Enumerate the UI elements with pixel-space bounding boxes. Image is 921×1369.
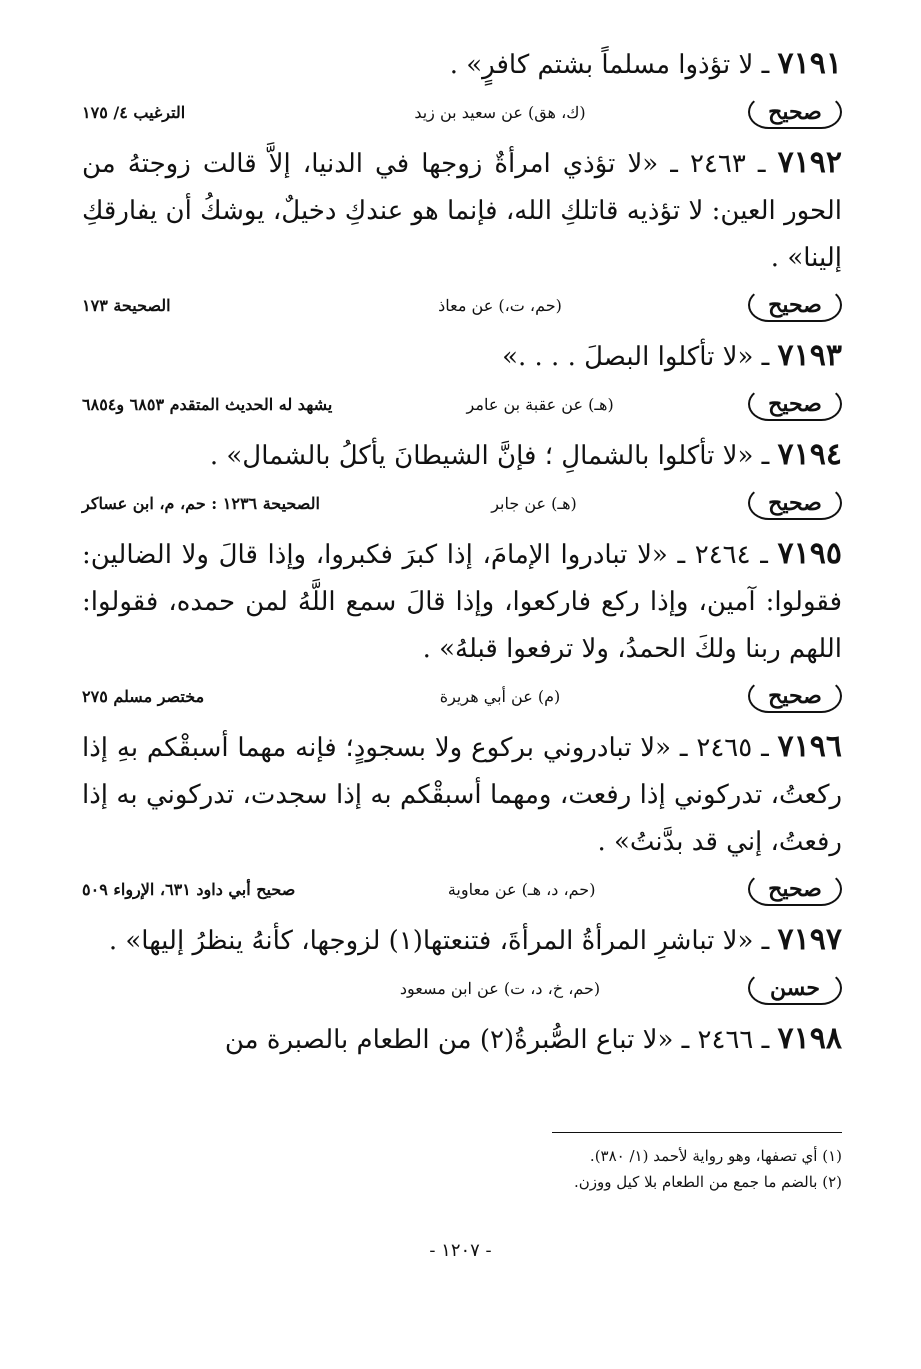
hadith-number: ٧١٩٦ [777, 729, 842, 764]
hadith-source: (هـ) عن جابر [491, 493, 577, 513]
hadith-reference: مختصر مسلم ٢٧٥ [82, 686, 205, 706]
hadith-page [82, 40, 842, 1064]
hadith-number: ٧١٩٨ [777, 1021, 842, 1056]
hadith-entry [82, 723, 842, 866]
hadith-number: ٧١٩٥ [777, 536, 842, 571]
hadith-reference: الصحيحة ١٢٣٦ : حم، م، ابن عساكر [82, 493, 320, 513]
grade-badge: حسن [748, 971, 842, 1005]
hadith-source: (ك، هق) عن سعيد بن زيد [414, 102, 586, 122]
grade-badge: صحيح [748, 486, 842, 520]
hadith-entry [82, 1015, 842, 1064]
hadith-meta [82, 482, 842, 524]
hadith-entry [82, 139, 842, 282]
grade-badge: صحيح [748, 679, 842, 713]
hadith-source: (هـ) عن عقبة بن عامر [466, 394, 614, 414]
hadith-reference: يشهد له الحديث المتقدم ٦٨٥٣ و٦٨٥٤ [82, 394, 333, 414]
hadith-entry [82, 431, 842, 480]
hadith-reference: صحيح أبي داود ٦٣١، الإرواء ٥٠٩ [82, 879, 296, 899]
grade-badge: صحيح [748, 872, 842, 906]
hadith-text: ـ ٢٤٦٥ ـ «لا تبادروني بركوع ولا بسجودٍ؛ فإنه مهما أسبقْكم بهِ إذا ركعتُ، تدركوني إذا رفعت، ومهما أسبقْكم به إذا سجدت، تدركوني به إذا رفعتُ، إني قد بدَّنتُ» . [82, 733, 842, 857]
hadith-source: (حم، ت،) عن معاذ [438, 295, 562, 315]
hadith-entry [82, 40, 842, 89]
hadith-source: (حم، د، هـ) عن معاوية [447, 879, 596, 899]
footnotes [82, 1132, 842, 1195]
footnote-divider [552, 1132, 842, 1133]
hadith-source: (م) عن أبي هريرة [439, 686, 561, 706]
grade-badge: صحيح [748, 95, 842, 129]
hadith-entry [82, 916, 842, 965]
hadith-text: ـ لا تؤذوا مسلماً بشتم كافرٍ» . [449, 50, 770, 80]
hadith-entry [82, 332, 842, 381]
hadith-text: ـ «لا تأكلوا بالشمالِ ؛ فإنَّ الشيطانَ يأكلُ بالشمال» . [209, 441, 770, 471]
hadith-meta [82, 284, 842, 326]
page-number: - ١٢٠٧ - [429, 1240, 492, 1261]
hadith-meta [82, 91, 842, 133]
hadith-number: ٧١٩٢ [777, 145, 843, 180]
hadith-number: ٧١٩١ [777, 46, 842, 81]
hadith-text: ـ «لا تأكلوا البصلَ . . . .» [502, 342, 770, 372]
hadith-text: ـ ٢٤٦٦ ـ «لا تباع الصُّبرةُ(٢) من الطعام بالصبرة من [224, 1025, 770, 1055]
hadith-number: ٧١٩٣ [777, 338, 842, 373]
hadith-meta [82, 383, 842, 425]
hadith-meta [82, 868, 842, 910]
hadith-number: ٧١٩٤ [777, 437, 842, 472]
hadith-text: ـ ٢٤٦٣ ـ «لا تؤذي امرأةٌ زوجها في الدنيا، إلاَّ قالت زوجتهُ من الحور العين: لا تؤذيه قاتلكِ الله، فإنما هو عندكِ دخيلٌ، يوشكُ أن يفارقكِ إلينا» . [82, 149, 842, 273]
hadith-source: (حم، خ، د، ت) عن ابن مسعود [399, 978, 601, 998]
grade-badge: صحيح [748, 288, 842, 322]
footnote: (١) أي تصفها، وهو رواية لأحمد (١/ ٣٨٠). [589, 1147, 842, 1165]
hadith-reference: الترغيب ٤/ ١٧٥ [82, 102, 186, 122]
hadith-text: ـ «لا تباشرِ المرأةُ المرأةَ، فتنعتها(١) لزوجها، كأنهُ ينظرُ إليها» . [108, 926, 770, 956]
hadith-reference: الصحيحة ١٧٣ [82, 295, 171, 315]
grade-badge: صحيح [748, 387, 842, 421]
footnote: (٢) بالضم ما جمع من الطعام بلا كيل ووزن. [573, 1173, 842, 1191]
hadith-text: ـ ٢٤٦٤ ـ «لا تبادروا الإمامَ، إذا كبرَ فكبروا، وإذا قالَ ولا الضالين: فقولوا: آمين، وإذا ركع فاركعوا، وإذا قالَ سمع اللَّهُ لمن حمده، فقولوا: اللهم ربنا ولكَ الحمدُ، ولا ترفعوا قبلهُ» . [82, 540, 842, 664]
hadith-meta [82, 675, 842, 717]
hadith-meta [82, 967, 842, 1009]
hadith-entry [82, 530, 842, 673]
hadith-number: ٧١٩٧ [777, 922, 842, 957]
